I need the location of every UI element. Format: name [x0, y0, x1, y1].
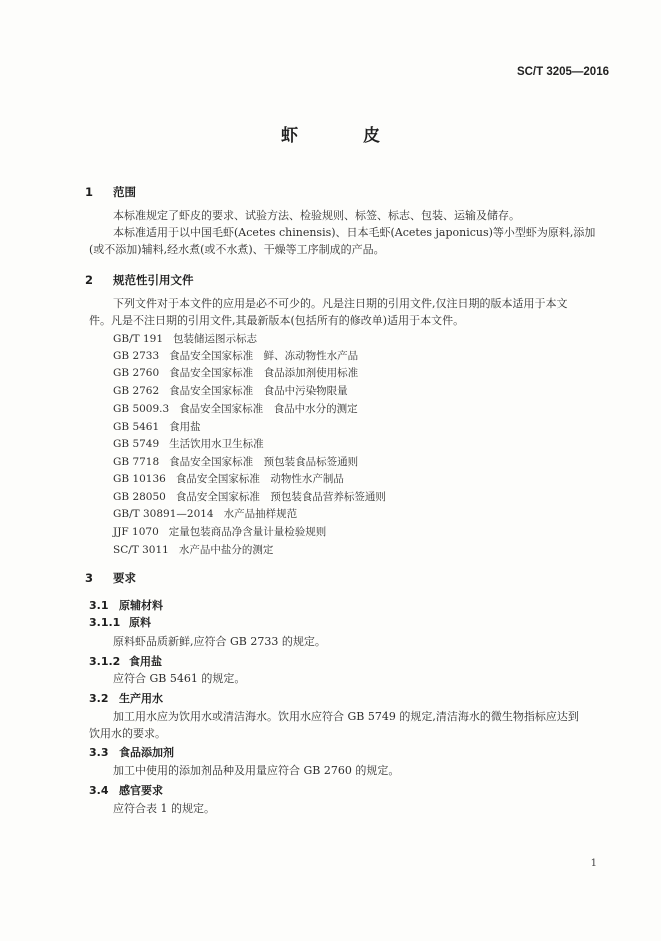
reference-code: JJF 1070: [113, 526, 159, 538]
section-3-1-title: 原辅材料: [119, 599, 163, 612]
reference-name: 食品安全国家标准 鲜、冻动物性水产品: [169, 350, 359, 362]
section-1-heading: [85, 186, 136, 200]
reference-code: GB/T 191: [113, 333, 164, 345]
section-3-4-text: 应符合表 1 的规定。: [113, 802, 215, 815]
reference-item: [113, 456, 358, 469]
reference-item: [113, 350, 358, 363]
reference-item: [113, 385, 348, 398]
section-3-1-2-title: 食用盐: [129, 655, 162, 668]
reference-item: [113, 333, 257, 346]
section-1-paragraph-2-line-2: (或不添加)辅料,经水煮(或不水煮)、干燥等工序制成的产品。: [89, 243, 385, 256]
reference-item: [113, 367, 358, 380]
section-3-1-1-heading: [89, 616, 151, 629]
reference-item: [113, 438, 264, 451]
section-2-paragraph-line-1: 下列文件对于本文件的应用是必不可少的。凡是注日期的引用文件,仅注日期的版本适用于本文: [113, 297, 568, 310]
section-3-2-text-line-1: 加工用水应为饮用水或清洁海水。饮用水应符合 GB 5749 的规定,清洁海水的微生物指标应达到: [113, 710, 579, 723]
reference-code: GB 28050: [113, 491, 166, 503]
reference-item: [113, 403, 358, 416]
section-2-paragraph-line-2: 件。凡是不注日期的引用文件,其最新版本(包括所有的修改单)适用于本文件。: [89, 314, 465, 327]
section-3-1-2-text: 应符合 GB 5461 的规定。: [113, 672, 246, 685]
reference-item: [113, 473, 344, 486]
reference-item: [113, 544, 273, 557]
section-3-1-1-title: 原料: [129, 616, 151, 629]
section-3-1-1-text: 原料虾品质新鲜,应符合 GB 2733 的规定。: [113, 635, 326, 648]
page-number: 1: [590, 858, 597, 869]
reference-name: 水产品中盐分的测定: [178, 544, 274, 556]
reference-name: 生活饮用水卫生标准: [169, 438, 264, 450]
reference-name: 食品安全国家标准 预包装食品营养标签通则: [175, 491, 386, 503]
section-3-1-number: 3.1: [89, 599, 109, 612]
section-3-3-heading: [89, 746, 174, 759]
reference-item: [113, 508, 297, 521]
reference-name: 食品安全国家标准 预包装食品标签通则: [169, 456, 359, 468]
section-1-paragraph-1: 本标准规定了虾皮的要求、试验方法、检验规则、标签、标志、包装、运输及储存。: [113, 209, 520, 222]
reference-name: 定量包装商品净含量计量检验规则: [168, 526, 327, 538]
section-3-4-heading: [89, 784, 163, 797]
reference-code: GB 5009.3: [113, 403, 170, 415]
section-3-number: 3: [85, 571, 94, 585]
reference-name: 食用盐: [169, 421, 201, 433]
reference-name: 食品安全国家标准 食品添加剂使用标准: [169, 367, 359, 379]
section-1-title: 范围: [113, 185, 136, 199]
section-3-3-title: 食品添加剂: [119, 746, 174, 759]
section-3-2-title: 生产用水: [119, 692, 163, 705]
section-3-2-heading: [89, 692, 163, 705]
section-3-2-text-line-2: 饮用水的要求。: [89, 727, 166, 740]
reference-item: [113, 526, 326, 539]
section-3-1-heading: [89, 599, 163, 612]
reference-code: GB 2733: [113, 350, 160, 362]
reference-code: GB 5749: [113, 438, 160, 450]
section-3-3-text: 加工中使用的添加剂品种及用量应符合 GB 2760 的规定。: [113, 764, 400, 777]
reference-code: GB 2760: [113, 367, 160, 379]
reference-name: 食品安全国家标准 食品中水分的测定: [179, 403, 358, 415]
reference-name: 食品安全国家标准 动物性水产制品: [175, 473, 344, 485]
reference-name: 食品安全国家标准 食品中污染物限量: [169, 385, 348, 397]
reference-name: 包装储运图示标志: [173, 333, 258, 345]
section-3-1-2-number: 3.1.2: [89, 655, 121, 668]
section-3-3-number: 3.3: [89, 746, 109, 759]
reference-code: GB/T 30891—2014: [113, 508, 214, 520]
section-2-heading: [85, 274, 194, 288]
reference-item: [113, 421, 201, 434]
section-3-heading: [85, 572, 136, 586]
reference-name: 水产品抽样规范: [223, 508, 298, 520]
section-2-title: 规范性引用文件: [113, 273, 194, 287]
reference-code: GB 7718: [113, 456, 160, 468]
reference-code: GB 2762: [113, 385, 160, 397]
section-1-paragraph-2-line-1: 本标准适用于以中国毛虾(Acetes chinensis)、日本毛虾(Acetes japonicus)等小型虾为原料,添加: [113, 226, 596, 239]
section-3-title: 要求: [113, 571, 136, 585]
reference-code: SC/T 3011: [113, 544, 169, 556]
section-3-4-number: 3.4: [89, 784, 109, 797]
section-3-1-1-number: 3.1.1: [89, 616, 121, 629]
reference-code: GB 10136: [113, 473, 166, 485]
section-3-1-2-heading: [89, 655, 162, 668]
standard-code: SC/T 3205—2016: [516, 66, 609, 78]
section-2-number: 2: [85, 273, 94, 287]
reference-code: GB 5461: [113, 421, 160, 433]
section-3-2-number: 3.2: [89, 692, 109, 705]
section-1-number: 1: [85, 185, 94, 199]
section-3-4-title: 感官要求: [119, 784, 163, 797]
document-title: 虾 皮: [281, 126, 404, 146]
reference-item: [113, 491, 386, 504]
